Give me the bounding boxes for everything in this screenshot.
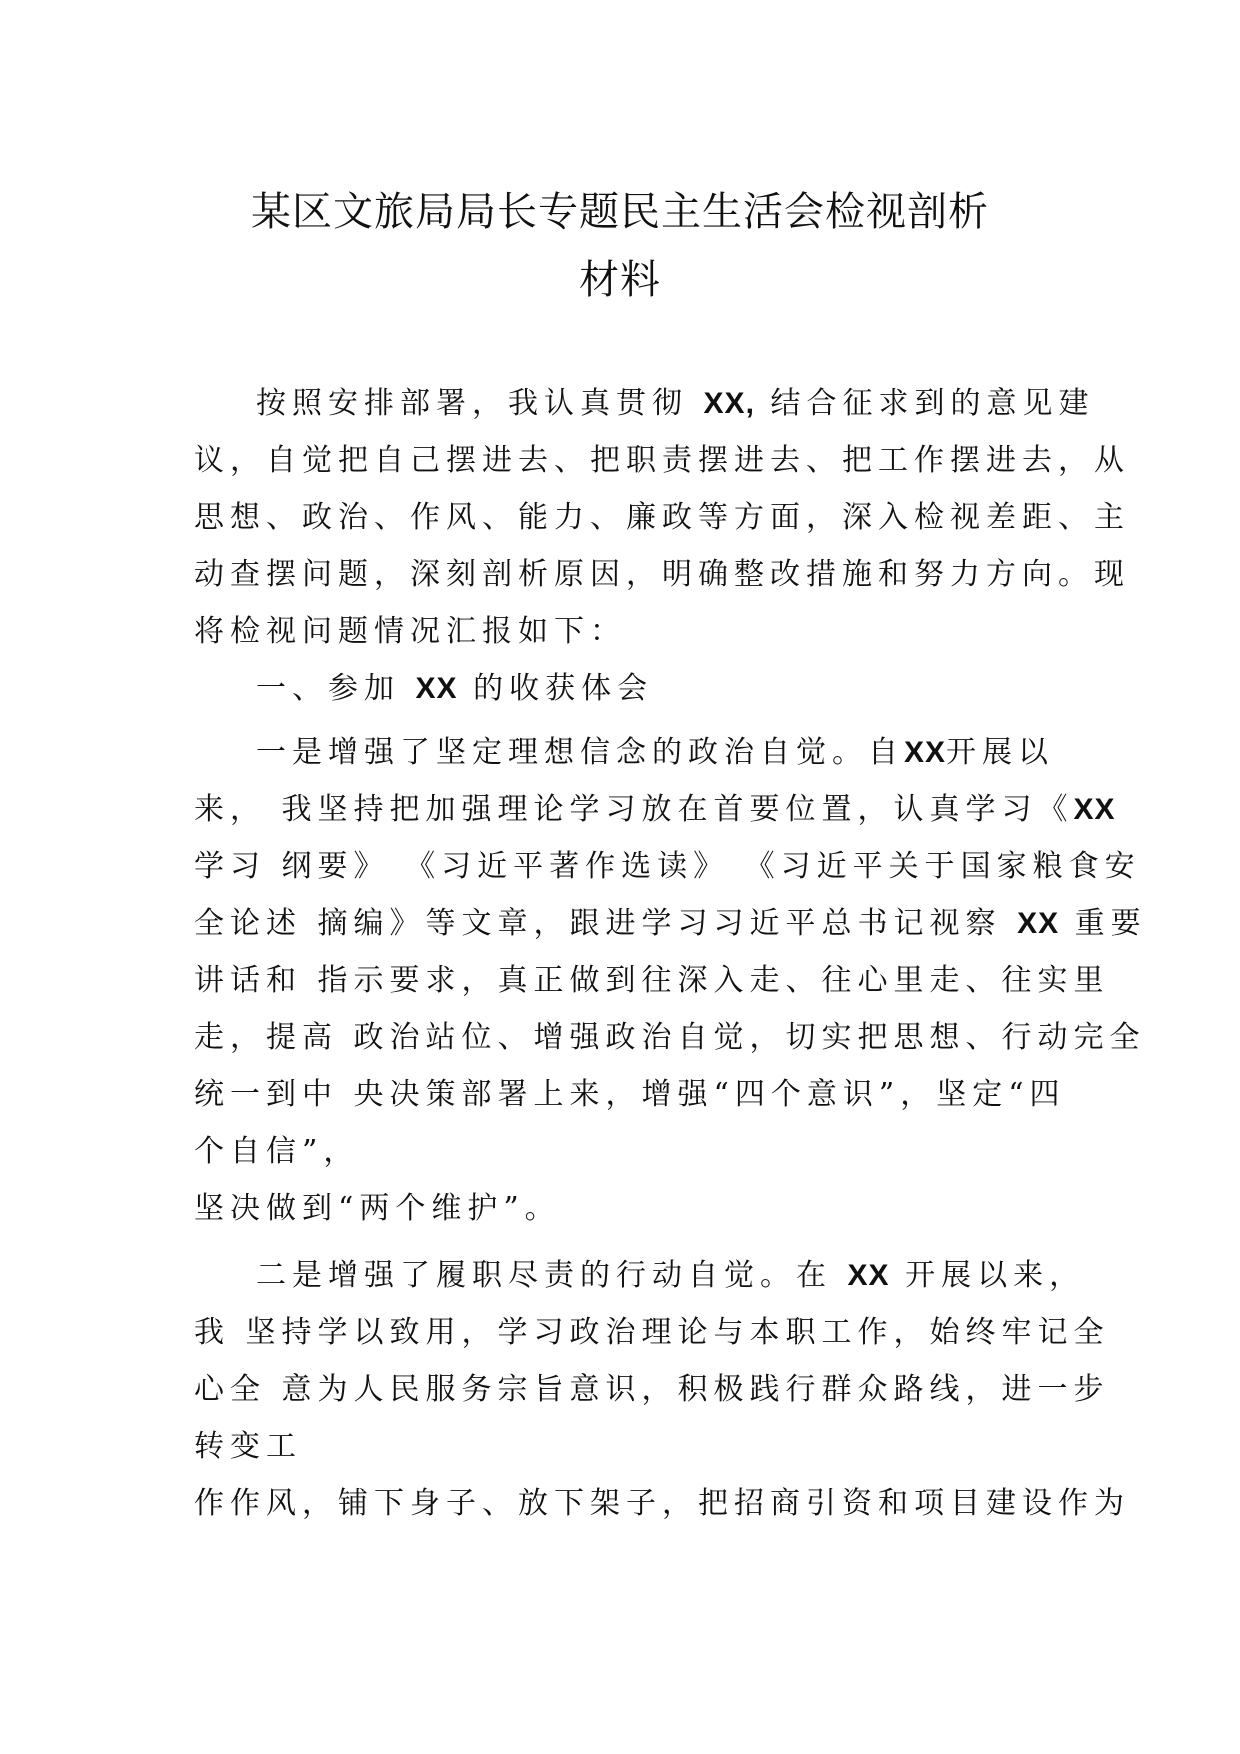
body-text-line (194, 1421, 302, 1465)
body-text-line (194, 1069, 1066, 1113)
body-text-line (194, 955, 1110, 999)
body-text-line (194, 1478, 1130, 1522)
text-segment: 的收获体会 (457, 671, 654, 706)
text-segment: 坚决做到“两个维护”。 (194, 1191, 561, 1226)
text-segment: 开展以来， (889, 1258, 1086, 1293)
text-segment: 来， 我坚持把加强理论学习放在首要位置，认真学习《 (194, 792, 1074, 827)
text-segment: 作作风，铺下身子、放下架子，把招商引资和项目建设作为 (194, 1486, 1130, 1521)
body-text-line (194, 1307, 1110, 1351)
text-segment: 开展以 (946, 735, 1055, 770)
text-segment: 议，自觉把自己摆进去、把职责摆进去、把工作摆进去，从 (194, 443, 1130, 478)
body-text-line (256, 663, 653, 707)
body-text-line (194, 606, 626, 650)
body-text-line (194, 1012, 1146, 1056)
text-segment: 统一到中 央决策部署上来，增强“四个意识”，坚定“四 (194, 1077, 1066, 1112)
body-text-line (194, 784, 1116, 828)
body-text-line (194, 1364, 1110, 1408)
text-segment: 走，提高 政治站位、增强政治自觉，切实把思想、行动完全 (194, 1020, 1146, 1055)
text-segment: 讲话和 指示要求，真正做到往深入走、往心里走、往实里 (194, 963, 1110, 998)
text-segment: 重要 (1059, 906, 1147, 941)
text-segment: 学习 纲要》 《习近平著作选读》 《习近平关于国家粮食安 (194, 849, 1141, 884)
text-segment: 全论述 摘编》等文章，跟进学习习近平总书记视察 (194, 906, 1018, 941)
text-segment: 一是增强了坚定理想信念的政治自觉。自 (256, 735, 904, 770)
text-segment: 一、参加 (256, 671, 416, 706)
body-text-line (194, 1183, 561, 1227)
body-text-line (194, 492, 1130, 536)
document-title-line-1: 某区文旅局局长专题民主生活会检视剖析 (251, 189, 989, 235)
placeholder-text: XX (1017, 907, 1060, 940)
text-segment: 将检视问题情况汇报如下： (194, 614, 626, 649)
text-segment: 二是增强了履职尽责的行动自觉。在 (256, 1258, 848, 1293)
placeholder-text: XX (415, 672, 458, 705)
document-title-line-2: 材料 (579, 257, 661, 303)
text-segment: 个自信”， (194, 1134, 360, 1169)
body-text-line (194, 549, 1130, 593)
body-text-line (256, 1250, 1085, 1294)
text-segment: 转变工 (194, 1429, 302, 1464)
text-segment: 思想、政治、作风、能力、廉政等方面，深入检视差距、主 (194, 500, 1130, 535)
placeholder-text: XX (904, 736, 947, 769)
body-text-line (194, 841, 1141, 885)
body-text-line (194, 898, 1147, 942)
text-segment: 动查摆问题，深刻剖析原因，明确整改措施和努力方向。现 (194, 557, 1130, 592)
placeholder-text: XX, (703, 387, 755, 420)
placeholder-text: XX (1073, 793, 1116, 826)
text-segment: 我 坚持学以致用，学习政治理论与本职工作，始终牢记全 (194, 1315, 1110, 1350)
placeholder-text: XX (847, 1259, 890, 1292)
body-text-line (194, 435, 1130, 479)
text-segment: 心全 意为人民服务宗旨意识，积极践行群众路线，进一步 (194, 1372, 1110, 1407)
body-text-line (256, 727, 1054, 771)
text-segment: 按照安排部署，我认真贯彻 (256, 386, 704, 421)
text-segment: 结合征求到的意见建 (754, 386, 1095, 421)
body-text-line (194, 1126, 359, 1170)
body-text-line (256, 378, 1094, 422)
